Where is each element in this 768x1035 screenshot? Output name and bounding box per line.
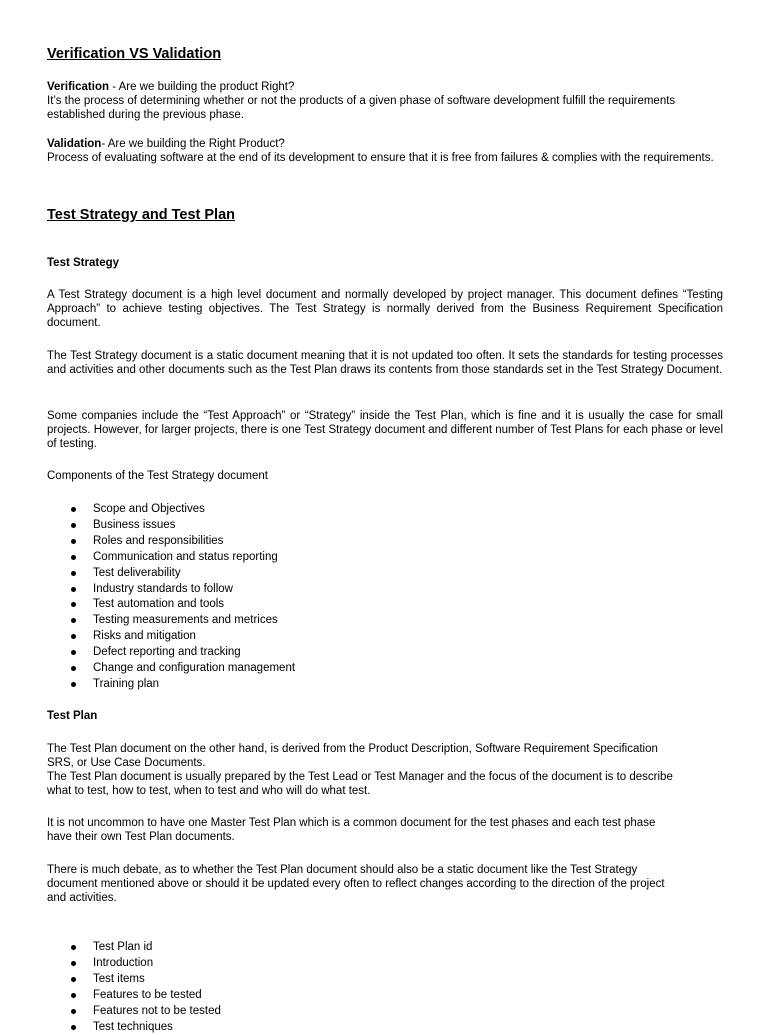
- test-strategy-paragraph-1: A Test Strategy document is a high level document and normally developed by project manager. This document defines “Testing Approach” to achieve testing objectives. The Test Strategy is normally derived from the Business Requirement Specification document.: [47, 289, 723, 329]
- verification-vs-validation-heading: Verification VS Validation: [47, 46, 222, 62]
- test-plan-items-list: [47, 940, 221, 1035]
- validation-question: [47, 137, 723, 151]
- test-plan-paragraph-1: [47, 742, 723, 798]
- list-item: Test Plan id: [47, 940, 221, 956]
- validation-definition: Process of evaluating software at the end of its development to ensure that it is free from failures & complies with the requirements.: [47, 152, 714, 164]
- test-strategy-paragraph-3: Some companies include the “Test Approach” or “Strategy” inside the Test Plan, which is fine and it is usually the case for small projects. However, for larger projects, there is one Test Strategy document and different number of Test Plans for each phase or level of testing.: [47, 410, 723, 450]
- list-item: Scope and Objectives: [47, 502, 295, 518]
- list-item: Industry standards to follow: [47, 582, 295, 598]
- test-strategy-and-plan-heading: Test Strategy and Test Plan: [47, 207, 236, 223]
- text-line: and activities.: [47, 892, 117, 904]
- list-item: Roles and responsibilities: [47, 534, 295, 550]
- components-intro: Components of the Test Strategy document: [47, 470, 268, 482]
- text-line: document mentioned above or should it be updated every often to reflect changes according to the direction of the project: [47, 878, 665, 890]
- list-item: Test deliverability: [47, 566, 295, 582]
- verification-definition: It’s the process of determining whether or not the products of a given phase of software development fulfill the requirements established during the previous phase.: [47, 95, 676, 121]
- test-strategy-paragraph-2: The Test Strategy document is a static document meaning that it is not updated too often. It sets the standards for testing processes and activities and other documents such as the Test Plan draws its contents from those standards set in the Test Strategy Document.: [47, 350, 723, 376]
- text-line: SRS, or Use Case Documents.: [47, 757, 206, 769]
- list-item: Features not to be tested: [47, 1004, 221, 1020]
- list-item: Test items: [47, 972, 221, 988]
- test-plan-paragraph-2: [47, 816, 723, 844]
- text-line: have their own Test Plan documents.: [47, 831, 235, 843]
- list-item: Test automation and tools: [47, 597, 295, 613]
- validation-question-text: - Are we building the Right Product?: [101, 138, 285, 150]
- test-plan-subheading: Test Plan: [47, 710, 98, 722]
- list-item: Features to be tested: [47, 988, 221, 1004]
- verification-question: [47, 80, 723, 94]
- list-item: Risks and mitigation: [47, 629, 295, 645]
- list-item: Introduction: [47, 956, 221, 972]
- validation-block: [47, 137, 723, 165]
- text-line: what to test, how to test, when to test and who will do what test.: [47, 785, 371, 797]
- test-plan-paragraph-3: [47, 863, 723, 905]
- list-item: Test techniques: [47, 1020, 221, 1035]
- components-list: [47, 502, 295, 693]
- verification-block: [47, 80, 723, 122]
- text-line: The Test Plan document is usually prepared by the Test Lead or Test Manager and the focus of the document is to describe: [47, 771, 673, 783]
- text-line: There is much debate, as to whether the Test Plan document should also be a static document like the Test Strategy: [47, 864, 638, 876]
- validation-term: Validation: [47, 138, 102, 150]
- list-item: Defect reporting and tracking: [47, 645, 295, 661]
- list-item: Testing measurements and metrices: [47, 613, 295, 629]
- verification-question-text: - Are we building the product Right?: [109, 81, 295, 93]
- text-line: The Test Plan document on the other hand, is derived from the Product Description, Software Requirement Specification: [47, 743, 658, 755]
- list-item: Communication and status reporting: [47, 550, 295, 566]
- list-item: Change and configuration management: [47, 661, 295, 677]
- list-item: Business issues: [47, 518, 295, 534]
- test-strategy-subheading: Test Strategy: [47, 257, 120, 269]
- text-line: It is not uncommon to have one Master Test Plan which is a common document for the test phases and each test phase: [47, 817, 656, 829]
- list-item: Training plan: [47, 677, 295, 693]
- verification-term: Verification: [47, 81, 109, 93]
